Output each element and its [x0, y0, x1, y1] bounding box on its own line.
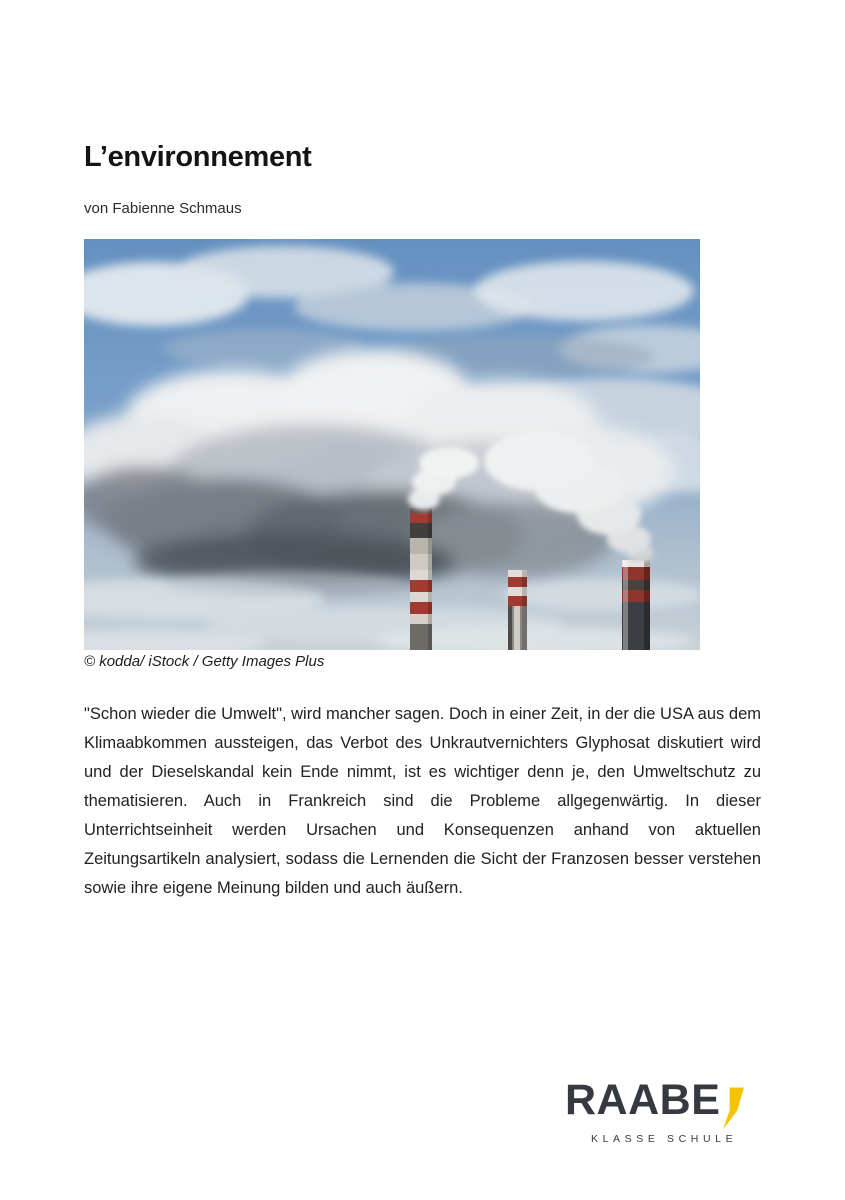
brand-tagline: KLASSE SCHULE	[591, 1133, 738, 1145]
brand-logo	[565, 1076, 750, 1145]
photo-chimney-middle	[508, 570, 527, 650]
photo-chimney-right	[622, 560, 650, 650]
article-photo-illustration	[84, 239, 700, 650]
brand-logo-row	[565, 1076, 750, 1130]
photo-bottom-haze	[84, 571, 700, 650]
photo-chimney-left	[410, 508, 432, 650]
logo-comma-icon	[723, 1087, 744, 1130]
body-paragraph: "Schon wieder die Umwelt", wird mancher sagen. Doch in einer Zeit, in der die USA aus dem Klimaabkommen aussteigen, das Verbot des Unkrautvernichters Glyphosat diskutiert wird und der Dieselskandal kein Ende nimmt, ist es wichtiger denn je, den Umweltschutz zu thematisieren. Auch in Frankreich sind die Probleme allgegenwärtig. In dieser Unterrichtseinheit werden Ursachen und Konsequenzen anhand von aktuellen Zeitungsartikeln analysiert, sodass die Lernenden die Sicht der Franzosen besser verstehen sowie ihre eigene Meinung bilden und auch äußern.	[84, 705, 761, 897]
photo-caption: © kodda/ iStock / Getty Images Plus	[84, 653, 325, 670]
page-title: L’environnement	[84, 141, 312, 173]
byline: von Fabienne Schmaus	[84, 200, 242, 217]
article-photo	[84, 239, 700, 650]
brand-wordmark: RAABE	[565, 1076, 721, 1124]
